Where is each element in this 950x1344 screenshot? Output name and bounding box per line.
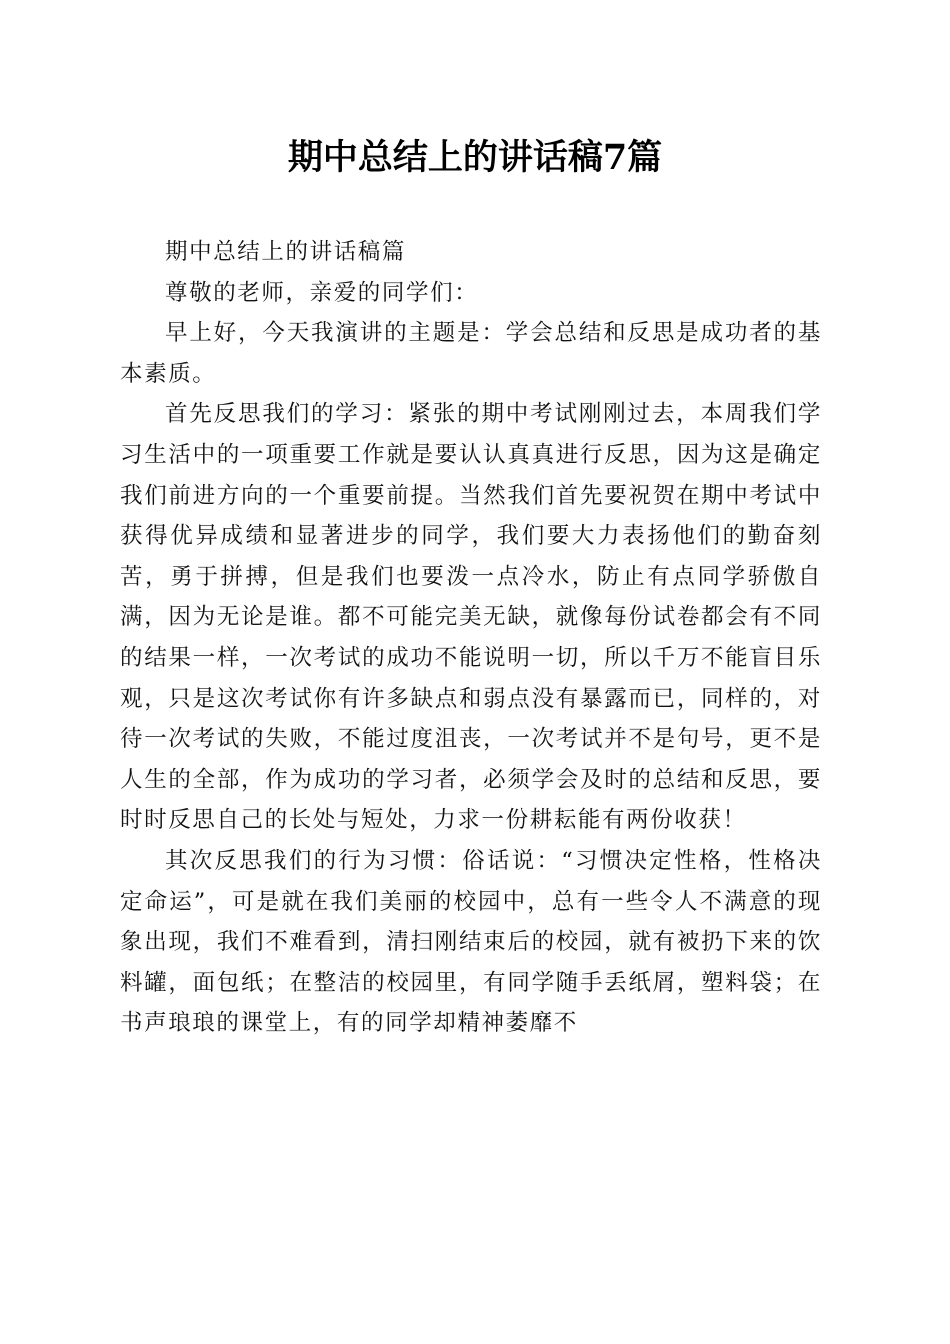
document-title: 期中总结上的讲话稿7篇 [287,137,663,178]
paragraph-habit-reflection: 其次反思我们的行为习惯：俗话说：“习惯决定性格，性格决定命运”，可是就在我们美丽的校园中，总有一些令人不满意的现象出现，我们不难看到，清扫刚结束后的校园，就有被扔下来的饮料罐，面包纸；在整洁的校园里，有同学随手丢纸屑，塑料袋；在书声琅琅的课堂上，有的同学却精神萎靡不 [120,847,822,1037]
paragraph-salutation: 尊敬的老师，亲爱的同学们： [165,279,479,306]
document-body [120,232,822,1044]
paragraph-greeting: 早上好，今天我演讲的主题是：学会总结和反思是成功者的基本素质。 [120,320,822,387]
paragraph-study-reflection: 首先反思我们的学习：紧张的期中考试刚刚过去，本周我们学习生活中的一项重要工作就是要认认真真进行反思，因为这是确定我们前进方向的一个重要前提。当然我们首先要祝贺在期中考试中获得优异成绩和显著进步的同学，我们要大力表扬他们的勤奋刻苦，勇于拼搏，但是我们也要泼一点冷水，防止有点同学骄傲自满，因为无论是谁。都不可能完美无缺，就像每份试卷都会有不同的结果一样，一次考试的成功不能说明一切，所以千万不能盲目乐观，只是这次考试你有许多缺点和弱点没有暴露而已，同样的，对待一次考试的失败，不能过度沮丧，一次考试并不是句号，更不是人生的全部，作为成功的学习者，必须学会及时的总结和反思，要时时反思自己的长处与短处，力求一份耕耘能有两份收获！ [120,401,822,834]
paragraph-heading: 期中总结上的讲话稿篇 [165,239,407,265]
